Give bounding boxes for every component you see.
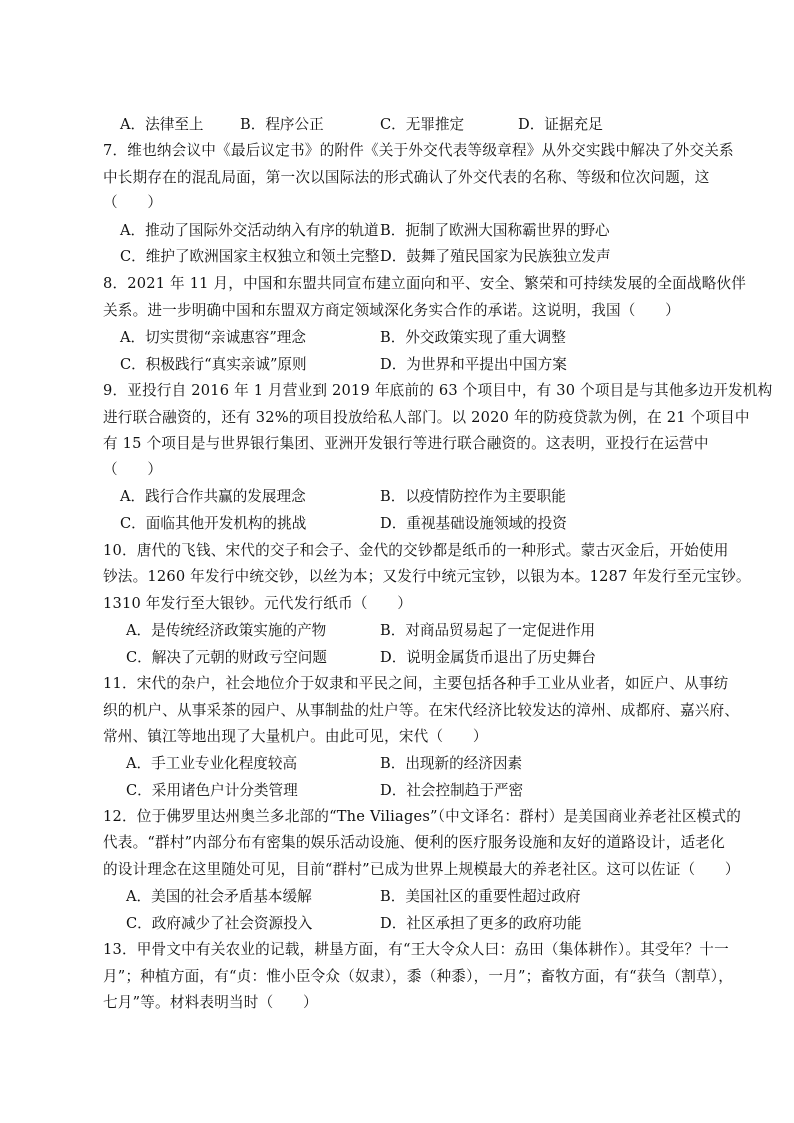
- q10-stem-line-2: 钞法。1260 年发行中统交钞，以丝为本；又发行中统元宝钞，以银为本。1287 年发行至元宝钞。: [103, 568, 751, 585]
- q12-stem-line-2: 代表。“群村”内部分布有密集的娱乐活动设施、便利的医疗服务设施和友好的道路设计，适老化: [103, 834, 725, 851]
- q8-option-c: C．积极践行“真实亲诚”原则: [120, 356, 307, 373]
- q11-option-b: B．出现新的经济因素: [380, 755, 523, 772]
- q10-option-d: D．说明金属货币退出了历史舞台: [380, 649, 597, 666]
- q9-option-a: A．践行合作共赢的发展理念: [120, 488, 306, 505]
- q6-option-a: A．法律至上: [120, 116, 204, 133]
- q13-stem-line-1: 13．甲骨文中有关农业的记载，耕垦方面，有“王大令众人曰：劦田（集体耕作）。其受年？十一: [103, 941, 729, 958]
- q6-option-b: B．程序公正: [240, 116, 324, 133]
- q9-stem-line-1: 9．亚投行自 2016 年 1 月营业到 2019 年底前的 63 个项目中，有 30 个项目是与其他多边开发机构: [103, 382, 773, 399]
- q12-stem-line-3: 的设计理念在这里随处可见，目前“群村”已成为世界上规模最大的养老社区。这可以佐证（ ）: [103, 861, 740, 878]
- q10-stem-line-1: 10．唐代的飞钱、宋代的交子和会子、金代的交钞都是纸币的一种形式。蒙古灭金后，开始使用: [103, 542, 729, 559]
- q7-option-c: C．维护了欧洲国家主权独立和领土完整: [120, 248, 380, 265]
- q7-option-d: D．鼓舞了殖民国家为民族独立发声: [380, 248, 611, 265]
- q9-stem-line-2: 进行联合融资的，还有 32%的项目投放给私人部门。以 2020 年的防疫贷款为例，在 21 个项目中: [103, 409, 750, 426]
- q10-option-b: B．对商品贸易起了一定促进作用: [380, 622, 596, 639]
- q9-option-d: D．重视基础设施领域的投资: [380, 515, 567, 532]
- q9-option-b: B．以疫情防控作为主要职能: [380, 488, 566, 505]
- q10-stem-line-3: 1310 年发行至大银钞。元代发行纸币（ ）: [103, 595, 413, 612]
- q6-option-c: C．无罪推定: [380, 116, 465, 133]
- q11-stem-line-1: 11．宋代的杂户，社会地位介于奴隶和平民之间，主要包括各种手工业从业者，如匠户、从事纺: [103, 675, 729, 692]
- q12-option-a: A．美国的社会矛盾基本缓解: [126, 888, 312, 905]
- q11-option-a: A．手工业专业化程度较高: [126, 755, 298, 772]
- q12-option-b: B．美国社区的重要性超过政府: [380, 888, 581, 905]
- q8-stem-line-2: 关系。进一步明确中国和东盟双方商定领域深化务实合作的承诺。这说明，我国（ ）: [103, 302, 680, 319]
- q7-option-a: A．推动了国际外交活动纳入有序的轨道: [120, 222, 379, 239]
- q9-answer-blank: （ ）: [103, 461, 163, 478]
- q11-stem-line-3: 常州、镇江等地出现了大量机户。由此可见，宋代（ ）: [103, 728, 488, 745]
- q10-option-a: A．是传统经济政策实施的产物: [126, 622, 327, 639]
- q8-stem-line-1: 8．2021 年 11 月，中国和东盟共同宣布建立面向和平、安全、繁荣和可持续发展的全面战略伙伴: [103, 275, 747, 292]
- q12-stem-line-1: 12．位于佛罗里达州奥兰多北部的“The Viliages”（中文译名：群村）是美国商业养老社区模式的: [103, 808, 742, 825]
- q8-option-a: A．切实贯彻“亲诚惠容”理念: [120, 329, 306, 346]
- q13-stem-line-2: 月”；种植方面，有“贞：惟小臣令众（奴隶），黍（种黍），一月”；畜牧方面，有“获刍（割草），: [103, 968, 734, 985]
- q7-option-b: B．扼制了欧洲大国称霸世界的野心: [380, 222, 610, 239]
- q11-option-c: C．采用诸色户计分类管理: [126, 782, 298, 799]
- q7-stem-line-1: 7．维也纳会议中《最后议定书》的附件《关于外交代表等级章程》从外交实践中解决了外交关系: [103, 142, 734, 159]
- q6-option-d: D．证据充足: [518, 116, 603, 133]
- q7-answer-blank: （ ）: [103, 194, 163, 211]
- q8-option-b: B．外交政策实现了重大调整: [380, 329, 566, 346]
- q9-stem-line-3: 有 15 个项目是与世界银行集团、亚洲开发银行等进行联合融资的。这表明，亚投行在运营中: [103, 435, 709, 452]
- q12-option-d: D．社区承担了更多的政府功能: [380, 915, 582, 932]
- q11-option-d: D．社会控制趋于严密: [380, 782, 524, 799]
- q13-stem-line-3: 七月”等。材料表明当时（ ）: [103, 994, 318, 1011]
- q10-option-c: C．解决了元朝的财政亏空问题: [126, 649, 327, 666]
- q7-stem-line-2: 中长期存在的混乱局面，第一次以国际法的形式确认了外交代表的名称、等级和位次问题，这: [103, 169, 710, 186]
- q12-option-c: C．政府减少了社会资源投入: [126, 915, 313, 932]
- q9-option-c: C．面临其他开发机构的挑战: [120, 515, 307, 532]
- q11-stem-line-2: 织的机户、从事采茶的园户、从事制盐的灶户等。在宋代经济比较发达的漳州、成都府、嘉兴府、: [103, 702, 740, 719]
- q8-option-d: D．为世界和平提出中国方案: [380, 356, 567, 373]
